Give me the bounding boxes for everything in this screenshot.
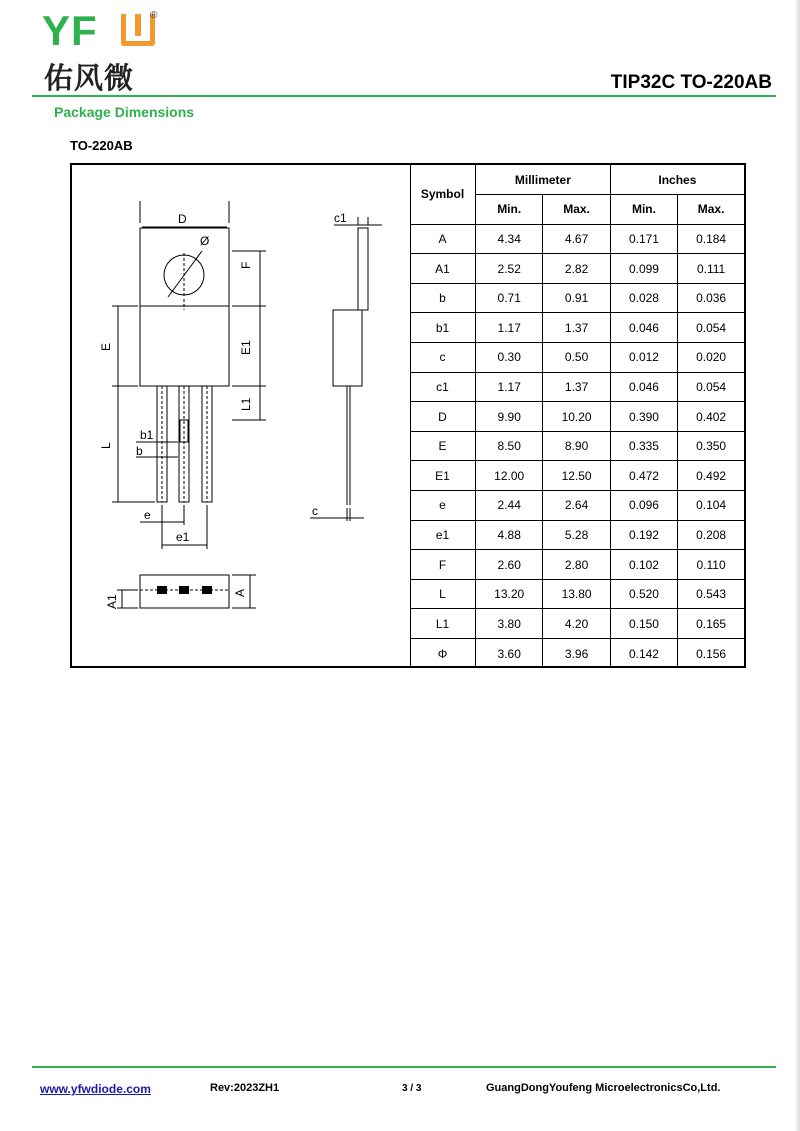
cell-in-min: 0.096 xyxy=(610,491,677,521)
cell-in-max: 0.111 xyxy=(678,254,744,284)
cell-symbol: A xyxy=(410,224,476,254)
label-b: b xyxy=(136,444,143,458)
cell-mm-max: 12.50 xyxy=(543,461,610,491)
cell-mm-min: 2.44 xyxy=(476,491,543,521)
label-F: F xyxy=(239,261,253,269)
cell-mm-max: 1.37 xyxy=(543,372,610,402)
page-edge-shadow xyxy=(794,0,800,1131)
cell-mm-max: 3.96 xyxy=(543,639,610,669)
table-row xyxy=(410,343,744,373)
company-name: GuangDongYoufeng MicroelectronicsCo,Ltd. xyxy=(486,1082,721,1094)
cell-symbol: L xyxy=(410,579,476,609)
cell-in-min: 0.192 xyxy=(610,520,677,550)
table-row xyxy=(410,431,744,461)
table-row xyxy=(410,520,744,550)
cell-in-max: 0.054 xyxy=(678,313,744,343)
cell-in-max: 0.110 xyxy=(678,550,744,580)
table-row xyxy=(410,550,744,580)
header-symbol: Symbol xyxy=(410,165,476,224)
cell-in-max: 0.104 xyxy=(678,491,744,521)
cell-mm-min: 1.17 xyxy=(476,313,543,343)
revision-text: Rev:2023ZH1 xyxy=(210,1082,280,1094)
dimension-panel xyxy=(70,163,746,668)
header-mm-max: Max. xyxy=(543,195,610,225)
cell-symbol: L1 xyxy=(410,609,476,639)
cell-in-max: 0.208 xyxy=(678,520,744,550)
cell-mm-max: 4.67 xyxy=(543,224,610,254)
cell-in-min: 0.335 xyxy=(610,431,677,461)
table-row xyxy=(410,283,744,313)
header-divider xyxy=(32,95,776,97)
label-e1: e1 xyxy=(176,530,190,544)
side-body-outline xyxy=(333,310,362,386)
website-link[interactable]: www.yfwdiode.com xyxy=(40,1082,151,1096)
cell-mm-min: 12.00 xyxy=(476,461,543,491)
header-millimeter: Millimeter xyxy=(476,165,611,195)
label-E1: E1 xyxy=(239,340,253,355)
cell-in-max: 0.054 xyxy=(678,372,744,402)
cell-symbol: b xyxy=(410,283,476,313)
registered-mark: ® xyxy=(150,10,158,21)
cell-mm-min: 0.71 xyxy=(476,283,543,313)
cell-in-max: 0.402 xyxy=(678,402,744,432)
cell-in-max: 0.156 xyxy=(678,639,744,669)
cell-mm-max: 0.91 xyxy=(543,283,610,313)
logo-chinese-text: 佑风微 xyxy=(44,61,135,95)
dimension-table xyxy=(410,165,744,668)
cell-mm-max: 0.50 xyxy=(543,343,610,373)
label-A: A xyxy=(233,588,247,597)
cell-in-min: 0.472 xyxy=(610,461,677,491)
cell-mm-min: 4.88 xyxy=(476,520,543,550)
cell-mm-min: 0.30 xyxy=(476,343,543,373)
label-A1: A1 xyxy=(105,594,119,609)
label-c: c xyxy=(312,504,318,518)
table-row xyxy=(410,579,744,609)
cell-in-max: 0.350 xyxy=(678,431,744,461)
table-row xyxy=(410,461,744,491)
cell-in-max: 0.492 xyxy=(678,461,744,491)
table-row xyxy=(410,491,744,521)
cell-in-max: 0.036 xyxy=(678,283,744,313)
label-E: E xyxy=(99,342,113,351)
cell-symbol: c xyxy=(410,343,476,373)
label-c1: c1 xyxy=(334,211,347,225)
table-row xyxy=(410,254,744,284)
cell-mm-min: 9.90 xyxy=(476,402,543,432)
label-b1: b1 xyxy=(140,428,154,442)
label-L1: L1 xyxy=(239,397,253,411)
cell-in-min: 0.028 xyxy=(610,283,677,313)
label-L: L xyxy=(99,442,113,449)
package-drawing xyxy=(72,165,411,666)
cell-in-min: 0.046 xyxy=(610,313,677,343)
cell-in-max: 0.165 xyxy=(678,609,744,639)
cell-in-min: 0.099 xyxy=(610,254,677,284)
header-in-max: Max. xyxy=(678,195,744,225)
cell-in-max: 0.020 xyxy=(678,343,744,373)
logo-u-bar xyxy=(135,14,141,36)
label-D: D xyxy=(178,212,187,226)
cell-in-min: 0.046 xyxy=(610,372,677,402)
cell-in-min: 0.171 xyxy=(610,224,677,254)
cell-mm-min: 3.80 xyxy=(476,609,543,639)
cell-symbol: Φ xyxy=(410,639,476,669)
table-row xyxy=(410,313,744,343)
table-row xyxy=(410,372,744,402)
cell-symbol: A1 xyxy=(410,254,476,284)
cell-mm-min: 4.34 xyxy=(476,224,543,254)
package-label: TO-220AB xyxy=(70,138,133,153)
table-row xyxy=(410,639,744,669)
header-inches: Inches xyxy=(610,165,744,195)
cell-symbol: F xyxy=(410,550,476,580)
company-logo xyxy=(42,8,172,94)
table-row xyxy=(410,224,744,254)
cell-symbol: e1 xyxy=(410,520,476,550)
cell-mm-max: 4.20 xyxy=(543,609,610,639)
section-title: Package Dimensions xyxy=(54,104,195,120)
cell-mm-min: 13.20 xyxy=(476,579,543,609)
label-phi: Ø xyxy=(200,234,210,248)
cell-mm-max: 2.80 xyxy=(543,550,610,580)
label-e: e xyxy=(144,508,151,522)
cell-mm-min: 2.60 xyxy=(476,550,543,580)
cell-mm-max: 2.64 xyxy=(543,491,610,521)
cell-mm-max: 13.80 xyxy=(543,579,610,609)
table-row xyxy=(410,402,744,432)
dimension-table-body xyxy=(410,224,744,668)
cell-symbol: e xyxy=(410,491,476,521)
cell-symbol: E xyxy=(410,431,476,461)
footer-divider xyxy=(32,1066,776,1068)
page-number: 3 / 3 xyxy=(402,1083,422,1094)
cell-mm-min: 1.17 xyxy=(476,372,543,402)
side-tab-outline xyxy=(358,228,368,310)
cell-mm-min: 8.50 xyxy=(476,431,543,461)
cell-mm-max: 8.90 xyxy=(543,431,610,461)
front-body-outline xyxy=(140,306,229,386)
header-in-min: Min. xyxy=(610,195,677,225)
cell-in-min: 0.102 xyxy=(610,550,677,580)
cell-symbol: E1 xyxy=(410,461,476,491)
cell-mm-max: 1.37 xyxy=(543,313,610,343)
logo-latin-text: YF xyxy=(42,7,98,54)
cell-in-min: 0.142 xyxy=(610,639,677,669)
cell-in-min: 0.390 xyxy=(610,402,677,432)
cell-symbol: D xyxy=(410,402,476,432)
outline-drawing-svg xyxy=(72,165,410,666)
cell-in-max: 0.543 xyxy=(678,579,744,609)
document-title: TIP32C TO-220AB xyxy=(610,72,772,93)
cell-mm-min: 3.60 xyxy=(476,639,543,669)
cell-mm-max: 10.20 xyxy=(543,402,610,432)
table-row xyxy=(410,609,744,639)
cell-in-min: 0.520 xyxy=(610,579,677,609)
cell-symbol: c1 xyxy=(410,372,476,402)
header-mm-min: Min. xyxy=(476,195,543,225)
cell-mm-max: 5.28 xyxy=(543,520,610,550)
cell-in-min: 0.012 xyxy=(610,343,677,373)
cell-symbol: b1 xyxy=(410,313,476,343)
cell-in-max: 0.184 xyxy=(678,224,744,254)
cell-mm-min: 2.52 xyxy=(476,254,543,284)
cell-in-min: 0.150 xyxy=(610,609,677,639)
cell-mm-max: 2.82 xyxy=(543,254,610,284)
